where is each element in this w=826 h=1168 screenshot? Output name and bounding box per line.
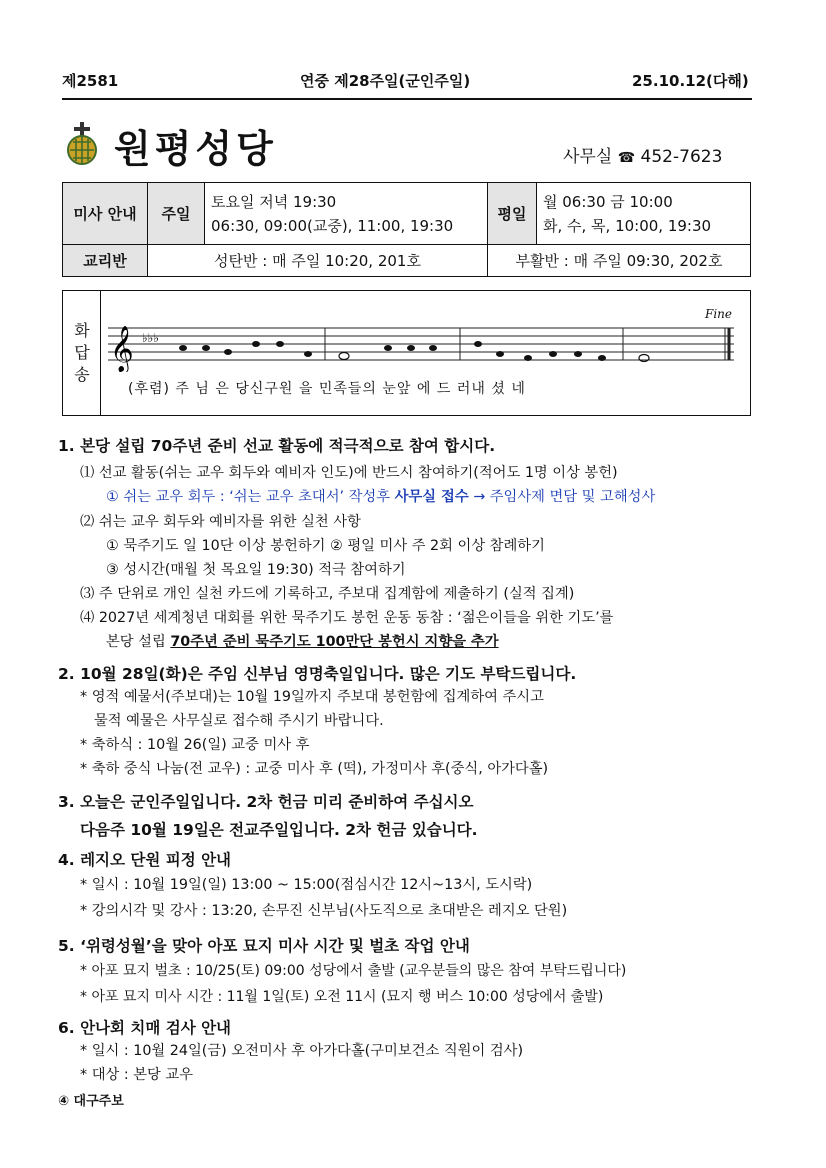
mass-schedule-table xyxy=(62,182,751,277)
catechism-christmas: 성탄반 : 매 주일 10:20, 201호 xyxy=(148,245,488,277)
section-6-line: * 일시 : 10월 24일(금) 오전미사 후 아가다홀(구미보건소 직원이 검사) xyxy=(80,1043,524,1059)
weekday-label: 평일 xyxy=(488,183,537,245)
phone-icon: ☎ xyxy=(617,150,636,166)
liturgical-week: 연중 제28주일(군인주일) xyxy=(300,72,471,90)
catechism-easter: 부활반 : 매 주일 09:30, 202호 xyxy=(488,245,751,277)
psalm-lyric: (후렴) 주 님 은 당신구원 을 민족들의 눈앞 에 드 러내 셨 네 xyxy=(128,381,526,397)
section-2-line: * 축하식 : 10월 26(일) 교중 미사 후 xyxy=(80,737,310,753)
issue-date: 25.10.12(다해) xyxy=(632,72,749,90)
section-1-line: → 주임사제 면담 및 고해성사 xyxy=(473,489,656,505)
sunday-line-2: 06:30, 09:00(교중), 11:00, 19:30 xyxy=(211,216,454,235)
section-2-line: * 축하 중식 나눔(전 교우) : 교중 미사 후 (떡), 가정미사 후(중식, 아가다홀) xyxy=(80,761,549,777)
psalm-label-char: 답 xyxy=(74,343,90,362)
section-1-line: ① 쉬는 교우 회두 : ‘쉬는 교우 초대서’ 작성후 xyxy=(106,489,391,505)
section-1-line: ⑵ 쉬는 교우 회두와 예비자를 위한 실천 사항 xyxy=(80,514,361,530)
svg-text:𝄞: 𝄞 xyxy=(110,326,134,372)
footer-source: ④ 대구주보 xyxy=(58,1094,124,1109)
section-6-title: 6. 안나회 치매 검사 안내 xyxy=(58,1019,232,1037)
sunday-label: 주일 xyxy=(148,183,205,245)
section-1-highlight xyxy=(106,486,655,506)
issue-number: 제2581 xyxy=(62,72,119,90)
parish-name: 원평성당 xyxy=(114,127,277,171)
section-2-title: 2. 10월 28일(화)은 주임 신부님 영명축일입니다. 많은 기도 부탁드립니다. xyxy=(58,665,577,683)
section-1-last-line xyxy=(106,631,499,651)
sunday-line-1: 토요일 저녁 19:30 xyxy=(211,192,337,211)
parish-logo-icon xyxy=(62,120,102,166)
office-phone: 452-7623 xyxy=(640,147,723,167)
section-1-title: 1. 본당 설립 70주년 준비 선교 활동에 적극적으로 참여 합시다. xyxy=(58,437,496,455)
fine-mark: Fine xyxy=(705,307,732,321)
section-1-line: ⑶ 주 단위로 개인 실천 카드에 기록하고, 주보대 집계함에 제출하기 (실적 집계) xyxy=(80,586,575,602)
office-label: 사무실 xyxy=(563,147,613,167)
section-3-line: 다음주 10월 19일은 전교주일입니다. 2차 헌금 있습니다. xyxy=(80,821,478,839)
section-2-line: 물적 예물은 사무실로 접수해 주시기 바랍니다. xyxy=(94,713,384,729)
psalm-label xyxy=(72,320,92,386)
psalm-label-char: 송 xyxy=(74,365,90,384)
section-6-line: * 대상 : 본당 교우 xyxy=(80,1067,194,1083)
section-4-title: 4. 레지오 단원 피정 안내 xyxy=(58,851,232,869)
section-1-line: 본당 설립 xyxy=(106,634,166,650)
psalm-divider xyxy=(100,290,101,415)
section-3-title: 3. 오늘은 군인주일입니다. 2차 헌금 미리 준비하여 주십시오 xyxy=(58,793,474,811)
sunday-times xyxy=(205,183,488,245)
section-1-line: ⑷ 2027년 세계청년 대회를 위한 묵주기도 봉헌 운동 동참 : ‘젊은이들을 위한 기도’를 xyxy=(80,610,614,626)
section-2-line: * 영적 예물서(주보대)는 10월 19일까지 주보대 봉헌함에 집계하여 주시고 xyxy=(80,689,544,705)
section-1-line: 사무실 접수 xyxy=(394,489,469,505)
weekday-line-1: 월 06:30 금 10:00 xyxy=(543,192,673,211)
psalm-label-char: 화 xyxy=(74,321,90,340)
weekday-line-2: 화, 수, 목, 10:00, 19:30 xyxy=(543,216,712,235)
weekday-times xyxy=(537,183,751,245)
mass-label: 미사 안내 xyxy=(63,183,148,245)
section-4-line: * 강의시각 및 강사 : 13:20, 손무진 신부님(사도직으로 초대받은 레지오 단원) xyxy=(80,903,568,919)
music-staff xyxy=(108,318,738,372)
section-1-line: 70주년 준비 묵주기도 100만단 봉헌시 지향을 추가 xyxy=(170,634,499,650)
section-5-line: * 아포 묘지 벌초 : 10/25(토) 09:00 성당에서 출발 (교우분들의 많은 참여 부탁드립니다) xyxy=(80,963,627,979)
section-1-line: ① 묵주기도 일 10단 이상 봉헌하기 ② 평일 미사 주 2회 이상 참례하기 xyxy=(106,538,545,554)
catechism-label: 교리반 xyxy=(63,245,148,277)
section-1-line: ③ 성시간(매월 첫 목요일 19:30) 적극 참여하기 xyxy=(106,562,406,578)
office-contact xyxy=(563,142,722,167)
section-4-line: * 일시 : 10월 19일(일) 13:00 ~ 15:00(점심시간 12시~13시, 도시락) xyxy=(80,877,533,893)
section-5-line: * 아포 묘지 미사 시간 : 11월 1일(토) 오전 11시 (묘지 행 버스 10:00 성당에서 출발) xyxy=(80,989,604,1005)
svg-text:♭♭♭: ♭♭♭ xyxy=(142,331,159,345)
header-rule xyxy=(62,98,752,100)
section-5-title: 5. ‘위령성월’을 맞아 아포 묘지 미사 시간 및 벌초 작업 안내 xyxy=(58,937,470,955)
section-1-line: ⑴ 선교 활동(쉬는 교우 회두와 예비자 인도)에 반드시 참여하기(적어도 1명 이상 봉헌) xyxy=(80,465,618,481)
